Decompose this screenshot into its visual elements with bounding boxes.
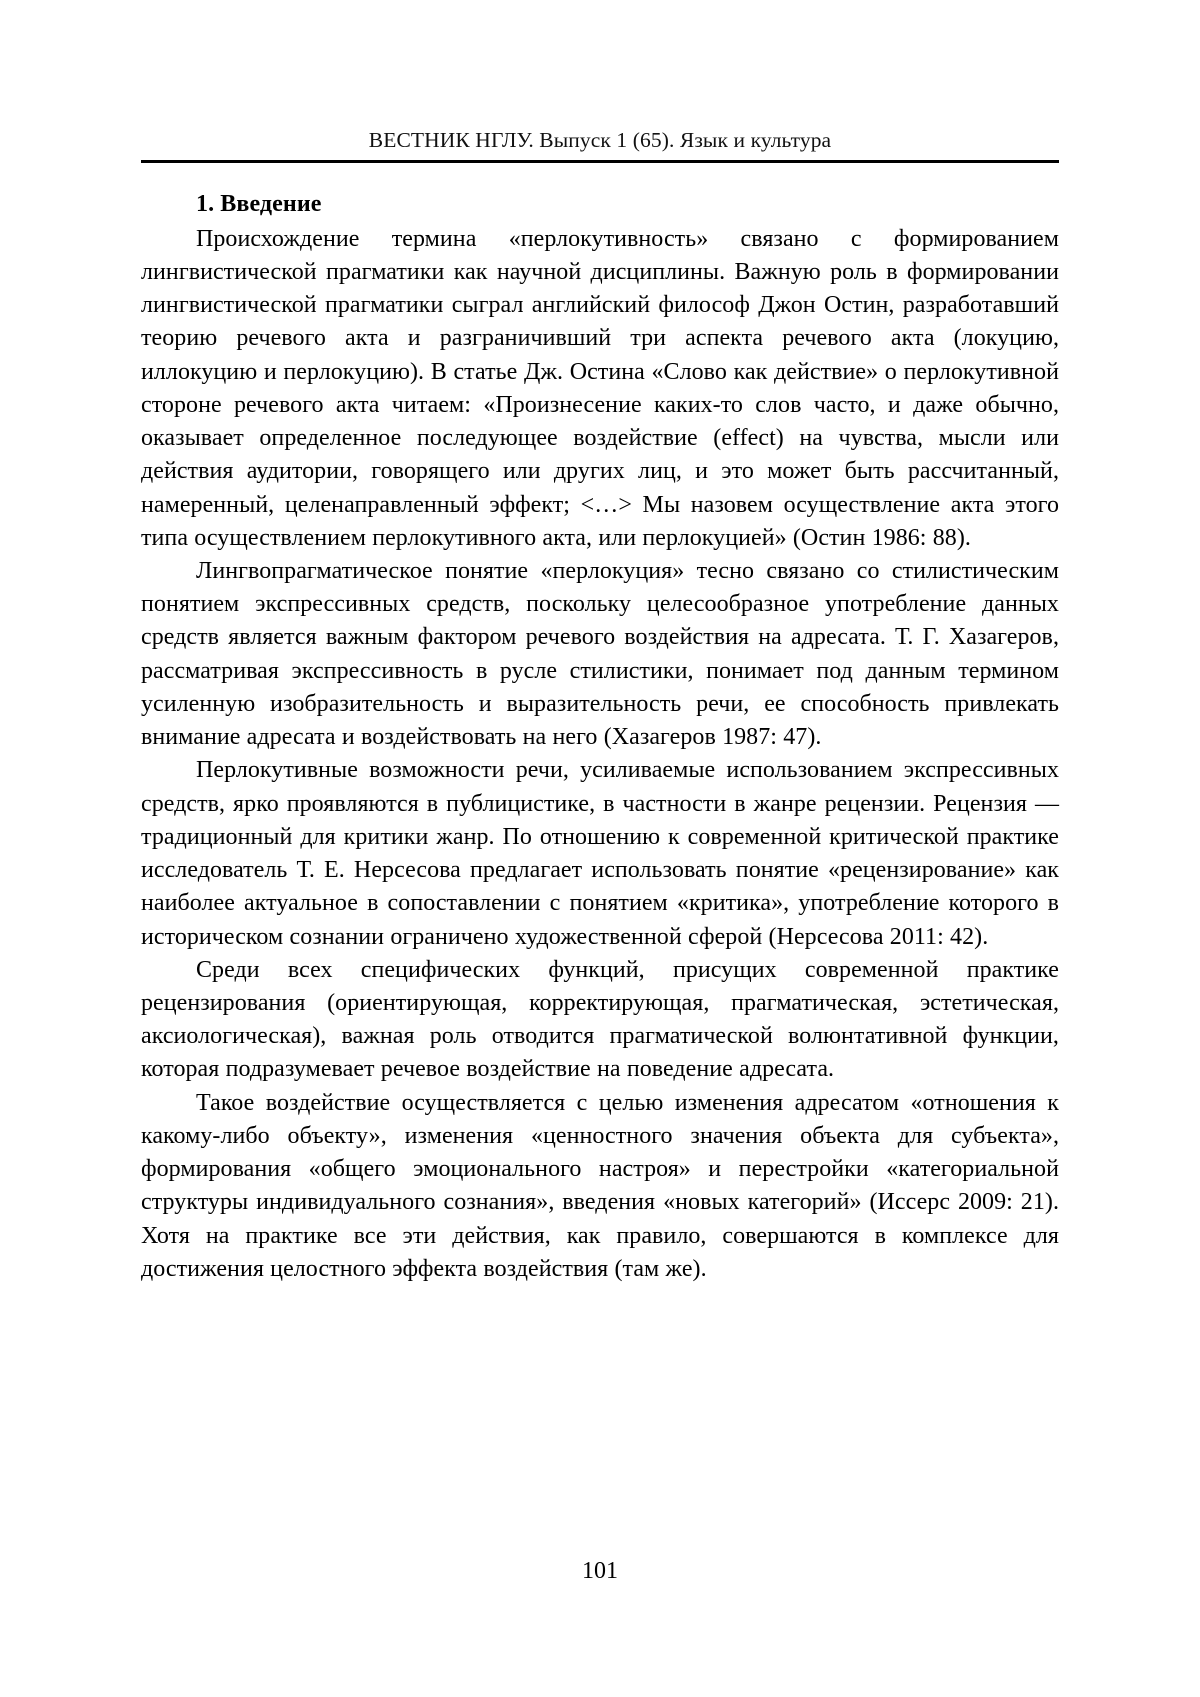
paragraph-4: Среди всех специфических функций, присущих современной практике рецензирования (ориентирующая, корректирующая, прагматическая, эстетическая, аксиологическая), важная роль отводится прагматической волюнтативной функции, которая подразумевает речевое воздействие на поведение адресата. bbox=[141, 956, 1059, 1083]
section-heading: 1. Введение bbox=[196, 191, 322, 217]
paragraph-3: Перлокутивные возможности речи, усиливаемые использованием экспрессивных средств, ярко проявляются в публицистике, в частности в жанре рецензии. Рецензия — традиционный для критики жанр. По отношению к современной критической практике исследователь Т. Е. Нерсесова предлагает использовать понятие «рецензирование» как наиболее актуальное в сопоставлении с понятием «критика», употребление которого в историческом сознании ограничено художественной сферой (Нерсесова 2011: 42). bbox=[141, 757, 1059, 950]
page-body bbox=[141, 188, 1059, 1286]
paragraph-2: Лингвопрагматическое понятие «перлокуция» тесно связано со стилистическим понятием экспрессивных средств, поскольку целесообразное употребление данных средств является важным фактором речевого воздействия на адресата. Т. Г. Хазагеров, рассматривая экспрессивность в русле стилистики, понимает под данным термином усиленную изобразительность и выразительность речи, ее способность привлекать внимание адресата и воздействовать на него (Хазагеров 1987: 47). bbox=[141, 557, 1059, 751]
paragraph-1: Происхождение термина «перлокутивность» связано с формированием лингвистической прагматики как научной дисциплины. Важную роль в формировании лингвистической прагматики сыграл английский философ Джон Остин, разработавший теорию речевого акта и разграничивший три аспекта речевого акта (локуцию, иллокуцию и перлокуцию). В статье Дж. Остина «Слово как действие» о перлокутивной стороне речевого акта читаем: «Произнесение каких-то слов часто, и даже обычно, оказывает определенное последующее воздействие (effect) на чувства, мысли или действия аудитории, говорящего или других лиц, и это может быть рассчитанный, намеренный, целенаправленный эффект; <…> Мы назовем осуществление акта этого типа осуществлением перлокутивного акта, или перлокуцией» (Остин 1986: 88). bbox=[141, 225, 1059, 551]
header-divider bbox=[141, 160, 1059, 163]
paragraph-5: Такое воздействие осуществляется с целью изменения адресатом «отношения к какому-либо объекту», изменения «ценностного значения объекта для субъекта», формирования «общего эмоционального настроя» и перестройки «категориальной структуры индивидуального сознания», введения «новых категорий» (Иссерс 2009: 21). Хотя на практике все эти действия, как правило, совершаются в комплексе для достижения целостного эффекта воздействия (там же). bbox=[141, 1089, 1059, 1282]
running-head: ВЕСТНИК НГЛУ. Выпуск 1 (65). Язык и культура bbox=[368, 128, 832, 152]
page-number: 101 bbox=[582, 1558, 618, 1584]
